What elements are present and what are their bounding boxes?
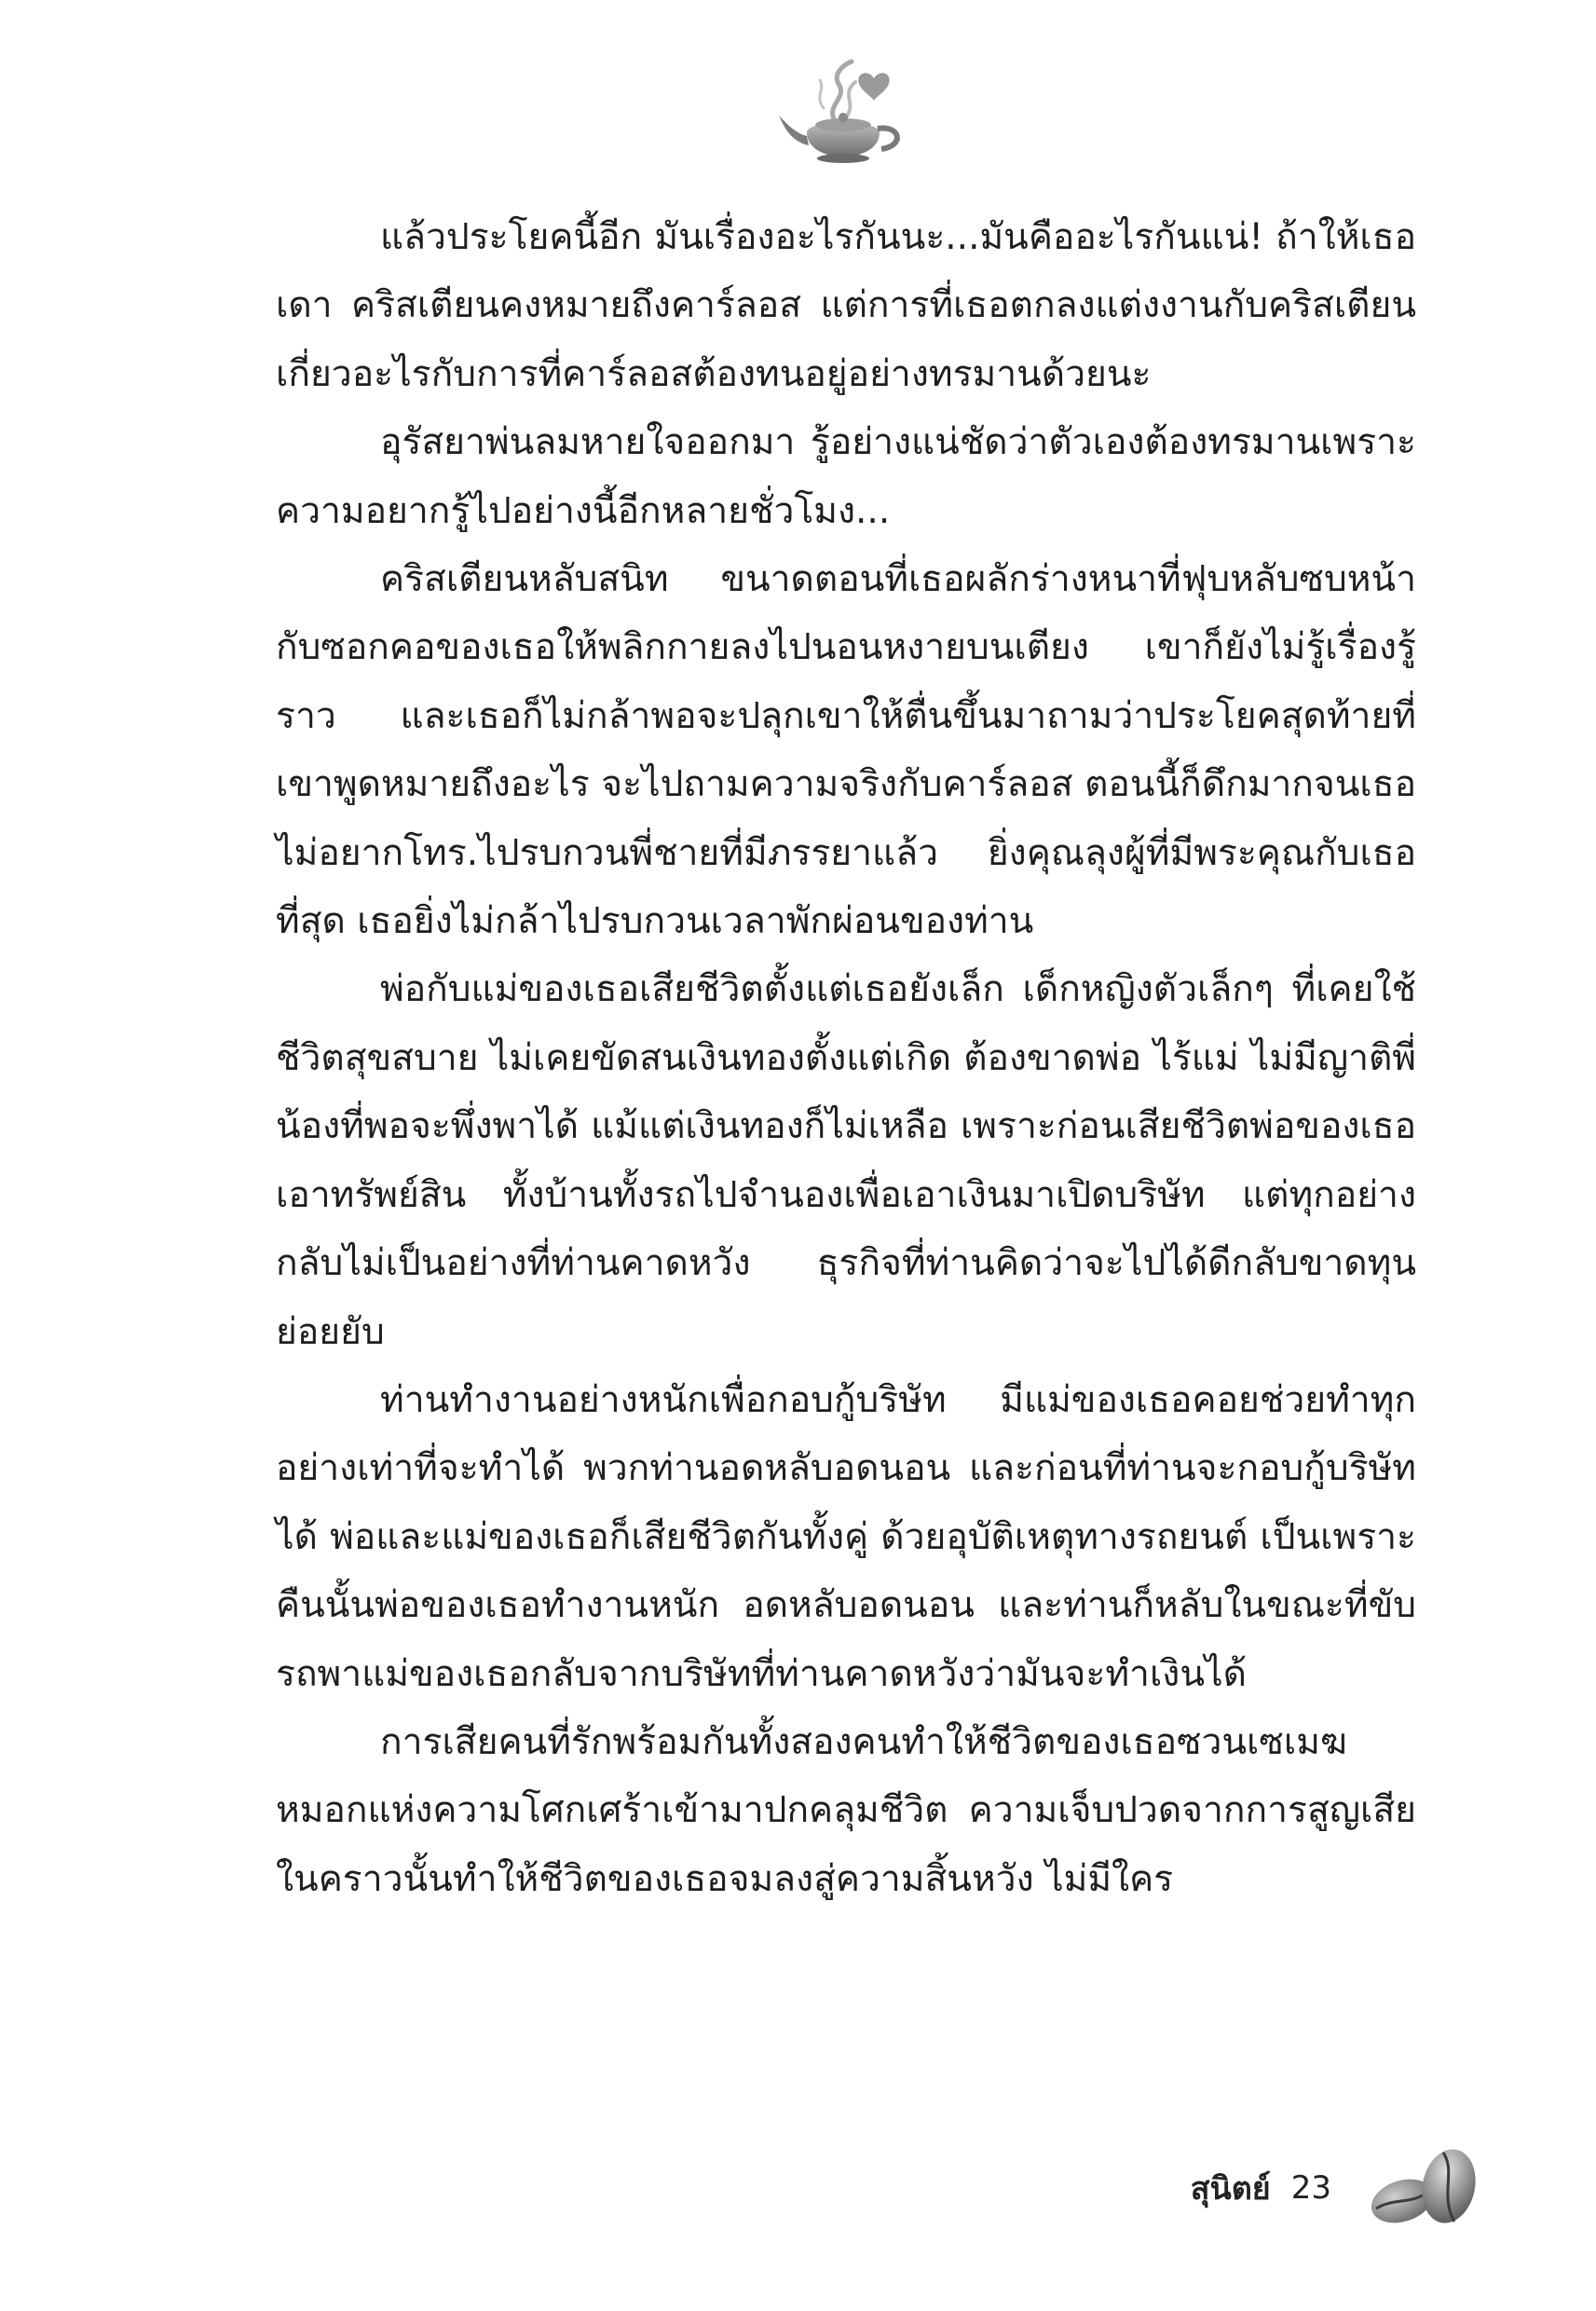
page-footer	[1191, 2141, 1484, 2235]
paragraph: อุรัสยาพ่นลมหายใจออกมา รู้อย่างแน่ชัดว่าตัวเองต้องทรมานเพราะความอยากรู้ไปอย่างนี้อีกหลายชั่วโมง...	[276, 421, 1416, 532]
paragraph: ท่านทำงานอย่างหนักเพื่อกอบกู้บริษัท มีแม่ของเธอคอยช่วยทำทุกอย่างเท่าที่จะทำได้ พวกท่านอดหลับอดนอน และก่อนที่ท่านจะกอบกู้บริษัทได้ พ่อและแม่ของเธอก็เสียชีวิตกันทั้งคู่ ด้วยอุบัติเหตุทางรถยนต์ เป็นเพราะคืนนั้นพ่อของเธอทำงานหนัก อดหลับอดนอน และท่านก็หลับในขณะที่ขับรถพาแม่ของเธอกลับจากบริษัทที่ท่านคาดหวังว่ามันจะทำเงินได้	[276, 1378, 1416, 1695]
paragraph: การเสียคนที่รักพร้อมกันทั้งสองคนทำให้ชีวิตของเธอซวนเซเมฆหมอกแห่งความโศกเศร้าเข้ามาปกคลุมชีวิต ความเจ็บปวดจากการสูญเสียในคราวนั้นทำให้ชีวิตของเธอจมลงสู่ความสิ้นหวัง ไม่มีใคร	[276, 1720, 1416, 1900]
paragraph: แล้วประโยคนี้อีก มันเรื่องอะไรกันนะ...มันคืออะไรกันแน่! ถ้าให้เธอเดา คริสเตียนคงหมายถึงคาร์ลอส แต่การที่เธอตกลงแต่งงานกับคริสเตียนเกี่ยวอะไรกับการที่คาร์ลอสต้องทนอยู่อย่างทรมานด้วยนะ	[276, 216, 1416, 395]
paragraph: คริสเตียนหลับสนิท ขนาดตอนที่เธอผลักร่างหนาที่ฟุบหลับซบหน้ากับซอกคอของเธอให้พลิกกายลงไปนอนหงายบนเตียง เขาก็ยังไม่รู้เรื่องรู้ราว และเธอก็ไม่กล้าพอจะปลุกเขาให้ตื่นขึ้นมาถามว่าประโยคสุดท้ายที่เขาพูดหมายถึงอะไร จะไปถามความจริงกับคาร์ลอส ตอนนี้ก็ดึกมากจนเธอไม่อยากโทร.ไปรบกวนพี่ชายที่มีภรรยาแล้ว ยิ่งคุณลุงผู้ที่มีพระคุณกับเธอที่สุด เธอยิ่งไม่กล้าไปรบกวนเวลาพักผ่อนของท่าน	[276, 558, 1416, 943]
author-name: สุนิตย์	[1190, 2170, 1271, 2208]
teapot-ornament-icon	[770, 48, 919, 170]
page-number: 23	[1290, 2169, 1331, 2207]
coffee-beans-icon	[1363, 2143, 1484, 2233]
story-text	[276, 203, 1416, 1913]
paragraph: พ่อกับแม่ของเธอเสียชีวิตตั้งแต่เธอยังเล็ก เด็กหญิงตัวเล็กๆ ที่เคยใช้ชีวิตสุขสบาย ไม่เคยขัดสนเงินทองตั้งแต่เกิด ต้องขาดพ่อ ไร้แม่ ไม่มีญาติพี่น้องที่พอจะพึ่งพาได้ แม้แต่เงินทองก็ไม่เหลือ เพราะก่อนเสียชีวิตพ่อของเธอเอาทรัพย์สิน ทั้งบ้านทั้งรถไปจำนองเพื่อเอาเงินมาเปิดบริษัท แต่ทุกอย่างกลับไม่เป็นอย่างที่ท่านคาดหวัง ธุรกิจที่ท่านคิดว่าจะไปได้ดีกลับขาดทุนย่อยยับ	[276, 968, 1416, 1353]
